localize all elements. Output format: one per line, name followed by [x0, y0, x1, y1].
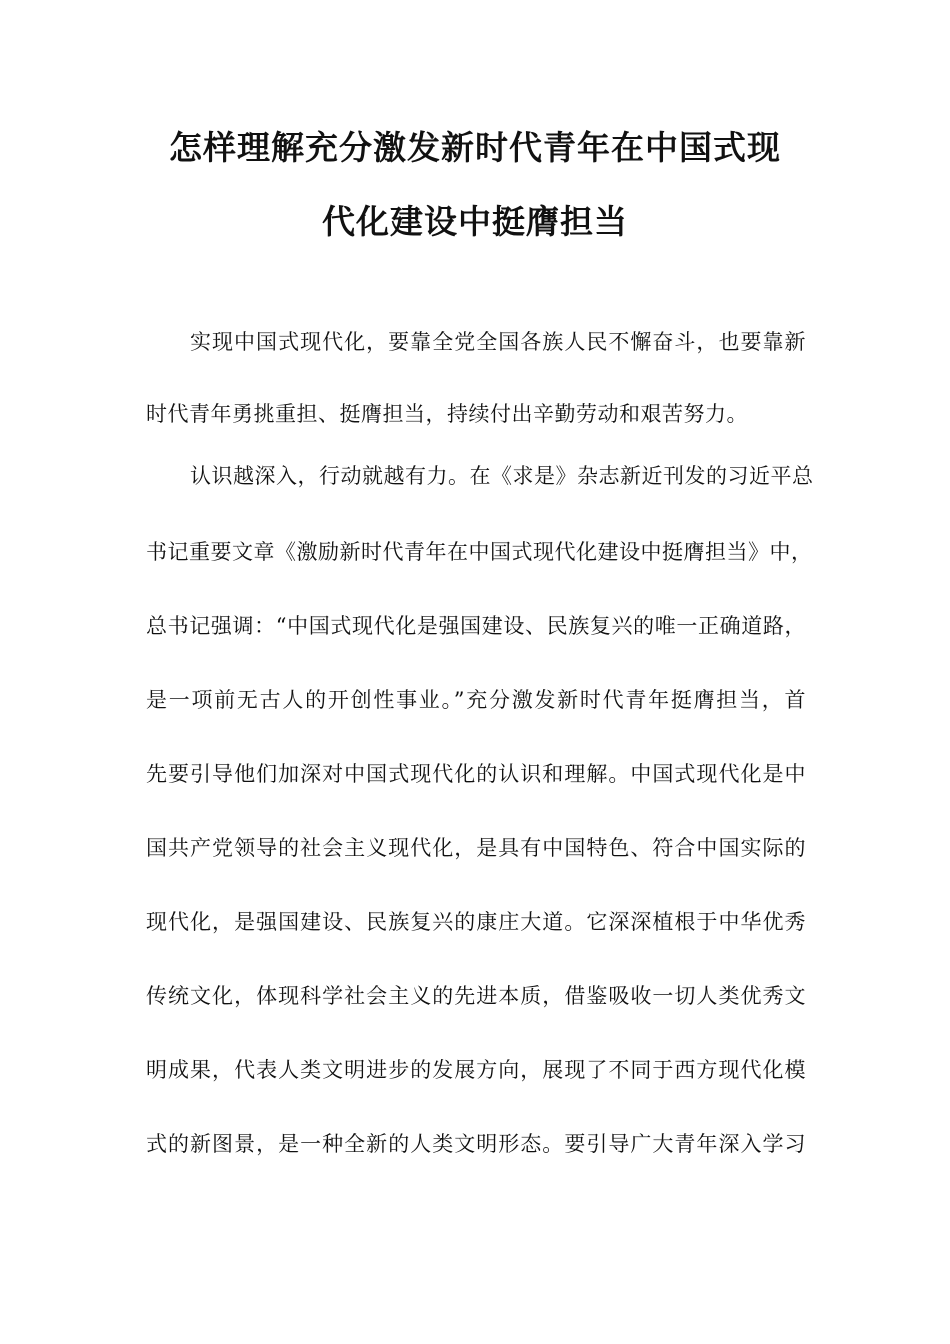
paragraph-2-line-1: 认识越深入，行动就越有力。在《求是》杂志新近刊发的习近平总 — [190, 464, 814, 488]
document-title-line-1: 怎样理解充分激发新时代青年在中国式现 — [169, 128, 781, 167]
paragraph-2-line-10: 式的新图景，是一种全新的人类文明形态。要引导广大青年深入学习 — [146, 1132, 806, 1156]
document-title-line-2: 代化建设中挺膺担当 — [322, 202, 628, 241]
paragraph-2-line-8: 传统文化，体现科学社会主义的先进本质，借鉴吸收一切人类优秀文 — [146, 984, 806, 1008]
paragraph-2-line-7: 现代化，是强国建设、民族复兴的康庄大道。它深深植根于中华优秀 — [146, 910, 806, 934]
paragraph-1-line-2: 时代青年勇挑重担、挺膺担当，持续付出辛勤劳动和艰苦努力。 — [146, 402, 748, 426]
paragraph-2-line-6: 国共产党领导的社会主义现代化，是具有中国特色、符合中国实际的 — [146, 836, 806, 860]
paragraph-2-line-3: 总书记强调：“中国式现代化是强国建设、民族复兴的唯一正确道路， — [146, 614, 806, 638]
paragraph-2-line-5: 先要引导他们加深对中国式现代化的认识和理解。中国式现代化是中 — [146, 762, 806, 786]
paragraph-1-line-1: 实现中国式现代化，要靠全党全国各族人民不懈奋斗，也要靠新 — [190, 330, 806, 354]
paragraph-2-line-4: 是一项前无古人的开创性事业。”充分激发新时代青年挺膺担当，首 — [146, 688, 806, 712]
paragraph-2-line-9: 明成果，代表人类文明进步的发展方向，展现了不同于西方现代化模 — [146, 1058, 806, 1082]
paragraph-2-line-2: 书记重要文章《激励新时代青年在中国式现代化建设中挺膺担当》中， — [146, 540, 813, 564]
